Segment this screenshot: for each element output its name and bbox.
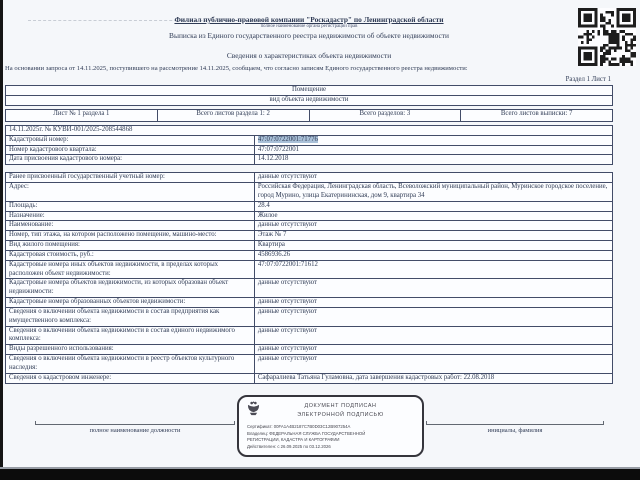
row-value: данные отсутствуют (254, 221, 612, 231)
stamp-certificate: Сертификат: 00FA1A4B2187C7B0D03C12B907254A (247, 424, 351, 429)
org-name-caption: полное наименование органа регистрации прав (260, 24, 358, 29)
rosreestr-eagle-icon (246, 400, 261, 422)
row-value: 28.4 (254, 201, 612, 211)
table-row (6, 373, 613, 383)
stamp-title-line1: ДОКУМЕНТ ПОДПИСАН (304, 403, 377, 410)
table-row (6, 135, 613, 145)
basis-line: На основании запроса от 14.11.2025, поступившего на рассмотрение 14.11.2025, сообщаем, что согласно записям Единого государственного реестра недвижимости: (5, 65, 468, 72)
table-row (6, 86, 613, 96)
row-label: Адрес: (6, 183, 255, 202)
document-page (5, 0, 613, 384)
row-label: Номер, тип этажа, на котором расположено помещение, машино-место: (6, 231, 255, 241)
total-sheets-extract-cell: Всего листов выписки: 7 (461, 110, 613, 122)
row-label: Ранее присвоенный государственный учетный номер: (6, 173, 255, 183)
table-row (6, 307, 613, 326)
table-row (6, 145, 613, 155)
row-label: Назначение: (6, 211, 255, 221)
row-value: 47:07:0722001 (254, 145, 612, 155)
section-title: Сведения о характеристиках объекта недвижимости (226, 51, 392, 60)
table-row (6, 211, 613, 221)
signature-line-left (35, 424, 235, 425)
row-value: данные отсутствуют (254, 279, 612, 298)
row-value: Этаж № 7 (254, 231, 612, 241)
table-row (6, 96, 613, 106)
object-kind: Помещение (6, 86, 613, 96)
row-label: Сведения о включении объекта недвижимости в состав единого недвижимого комплекса: (6, 326, 255, 345)
row-value: 4586936.26 (254, 250, 612, 260)
row-value (254, 135, 612, 145)
table-row (6, 260, 613, 279)
row-label: Площадь: (6, 201, 255, 211)
signature-tick (603, 421, 604, 425)
sheet-info-table (5, 109, 613, 122)
characteristics-table (5, 172, 613, 383)
cadastral-number-table (5, 125, 613, 165)
highlighted-value: 47:07:0722001:71776 (257, 135, 318, 143)
table-row (6, 298, 613, 308)
stamp-owner-line1: Владелец: ФЕДЕРАЛЬНАЯ СЛУЖБА ГОСУДАРСТВЕННОЙ (247, 430, 366, 436)
row-label: Сведения о кадастровом инженере: (6, 373, 255, 383)
table-row (6, 250, 613, 260)
row-value: данные отсутствуют (254, 298, 612, 308)
row-label: Сведения о включении объекта недвижимости в реестр объектов культурного наследия: (6, 355, 255, 374)
row-label: Вид жилого помещения: (6, 241, 255, 251)
row-label: Сведения о включении объекта недвижимости в состав предприятия как имущественного комплекса: (6, 307, 255, 326)
row-value: данные отсутствуют (254, 345, 612, 355)
object-kind-table (5, 85, 613, 106)
table-row (6, 126, 613, 136)
document-title: Выписка из Единого государственного реестра недвижимости об объекте недвижимости (169, 31, 449, 40)
table-row (6, 221, 613, 231)
table-row (6, 279, 613, 298)
object-kind-caption: вид объекта недвижимости (6, 96, 613, 106)
total-sections-cell: Всего разделов: 3 (309, 110, 461, 122)
scan-edge-bottom (0, 467, 640, 480)
scan-edge-left (0, 0, 3, 480)
stamp-title-line2: ЭЛЕКТРОННОЙ ПОДПИСЬЮ (297, 412, 384, 418)
row-value: данные отсутствуют (254, 326, 612, 345)
row-value: 47:07:0722001:71612 (254, 260, 612, 279)
row-value: данные отсутствуют (254, 355, 612, 374)
signature-tick (426, 421, 427, 425)
signature-line-right (426, 424, 604, 425)
electronic-signature-stamp (237, 395, 424, 457)
stamp-validity: Действителен: с 26.09.2025 по 03.12.2026 (247, 443, 331, 449)
row-value: Квартира (254, 241, 612, 251)
row-label: Кадастровые номера образованных объектов недвижимости: (6, 298, 255, 308)
row-value: данные отсутствуют (254, 307, 612, 326)
row-label: Номер кадастрового квартала: (6, 145, 255, 155)
table-row (6, 183, 613, 202)
table-row (6, 326, 613, 345)
row-label: Кадастровая стоимость, руб.: (6, 250, 255, 260)
row-value: Российская Федерация, Ленинградская область, Всеволожский муниципальный район, Муринское городское поселение, город Мурино, улица Екатерининская, дом 9, квартира 34 (254, 183, 612, 202)
row-label: Виды разрешенного использования: (6, 345, 255, 355)
row-label: Дата присвоения кадастрового номера: (6, 155, 255, 165)
table-row (6, 201, 613, 211)
sheet-number-cell: Лист № 1 раздела 1 (6, 110, 158, 122)
row-value: Жилое (254, 211, 612, 221)
table-row (6, 155, 613, 165)
row-value: данные отсутствуют (254, 173, 612, 183)
row-value: 14.12.2018 (254, 155, 612, 165)
signature-tick (35, 421, 36, 425)
row-label: Кадастровые номера объектов недвижимости, из которых образован объект недвижимости: (6, 279, 255, 298)
request-number-line: 14.11.2025г. № КУВИ-001/2025-208544868 (6, 126, 613, 136)
row-label: Наименование: (6, 221, 255, 231)
table-row (6, 345, 613, 355)
table-row (6, 231, 613, 241)
org-name: Филиал публично-правовой компании "Роскадастр" по Ленинградской области (174, 15, 444, 24)
total-sheets-section-cell: Всего листов раздела 1: 2 (157, 110, 309, 122)
table-row (6, 173, 613, 183)
table-row (6, 355, 613, 374)
row-value: Сафаралиева Татьяна Гуламовна, дата завершения кадастровых работ: 22.08.2018 (254, 373, 612, 383)
section-page-label: Раздел 1 Лист 1 (565, 76, 611, 83)
stamp-owner-line2: РЕГИСТРАЦИИ, КАДАСТРА И КАРТОГРАФИИ (247, 437, 340, 443)
row-label: Кадастровый номер: (6, 135, 255, 145)
initials-surname-label: инициалы, фамилия (487, 427, 543, 434)
signature-tick (234, 421, 235, 425)
table-row (6, 110, 613, 122)
row-label: Кадастровые номера иных объектов недвижимости, в пределах которых расположен объект недвижимости: (6, 260, 255, 279)
table-row (6, 241, 613, 251)
position-name-label: полное наименование должности (89, 427, 181, 434)
qr-code-icon (577, 8, 637, 66)
